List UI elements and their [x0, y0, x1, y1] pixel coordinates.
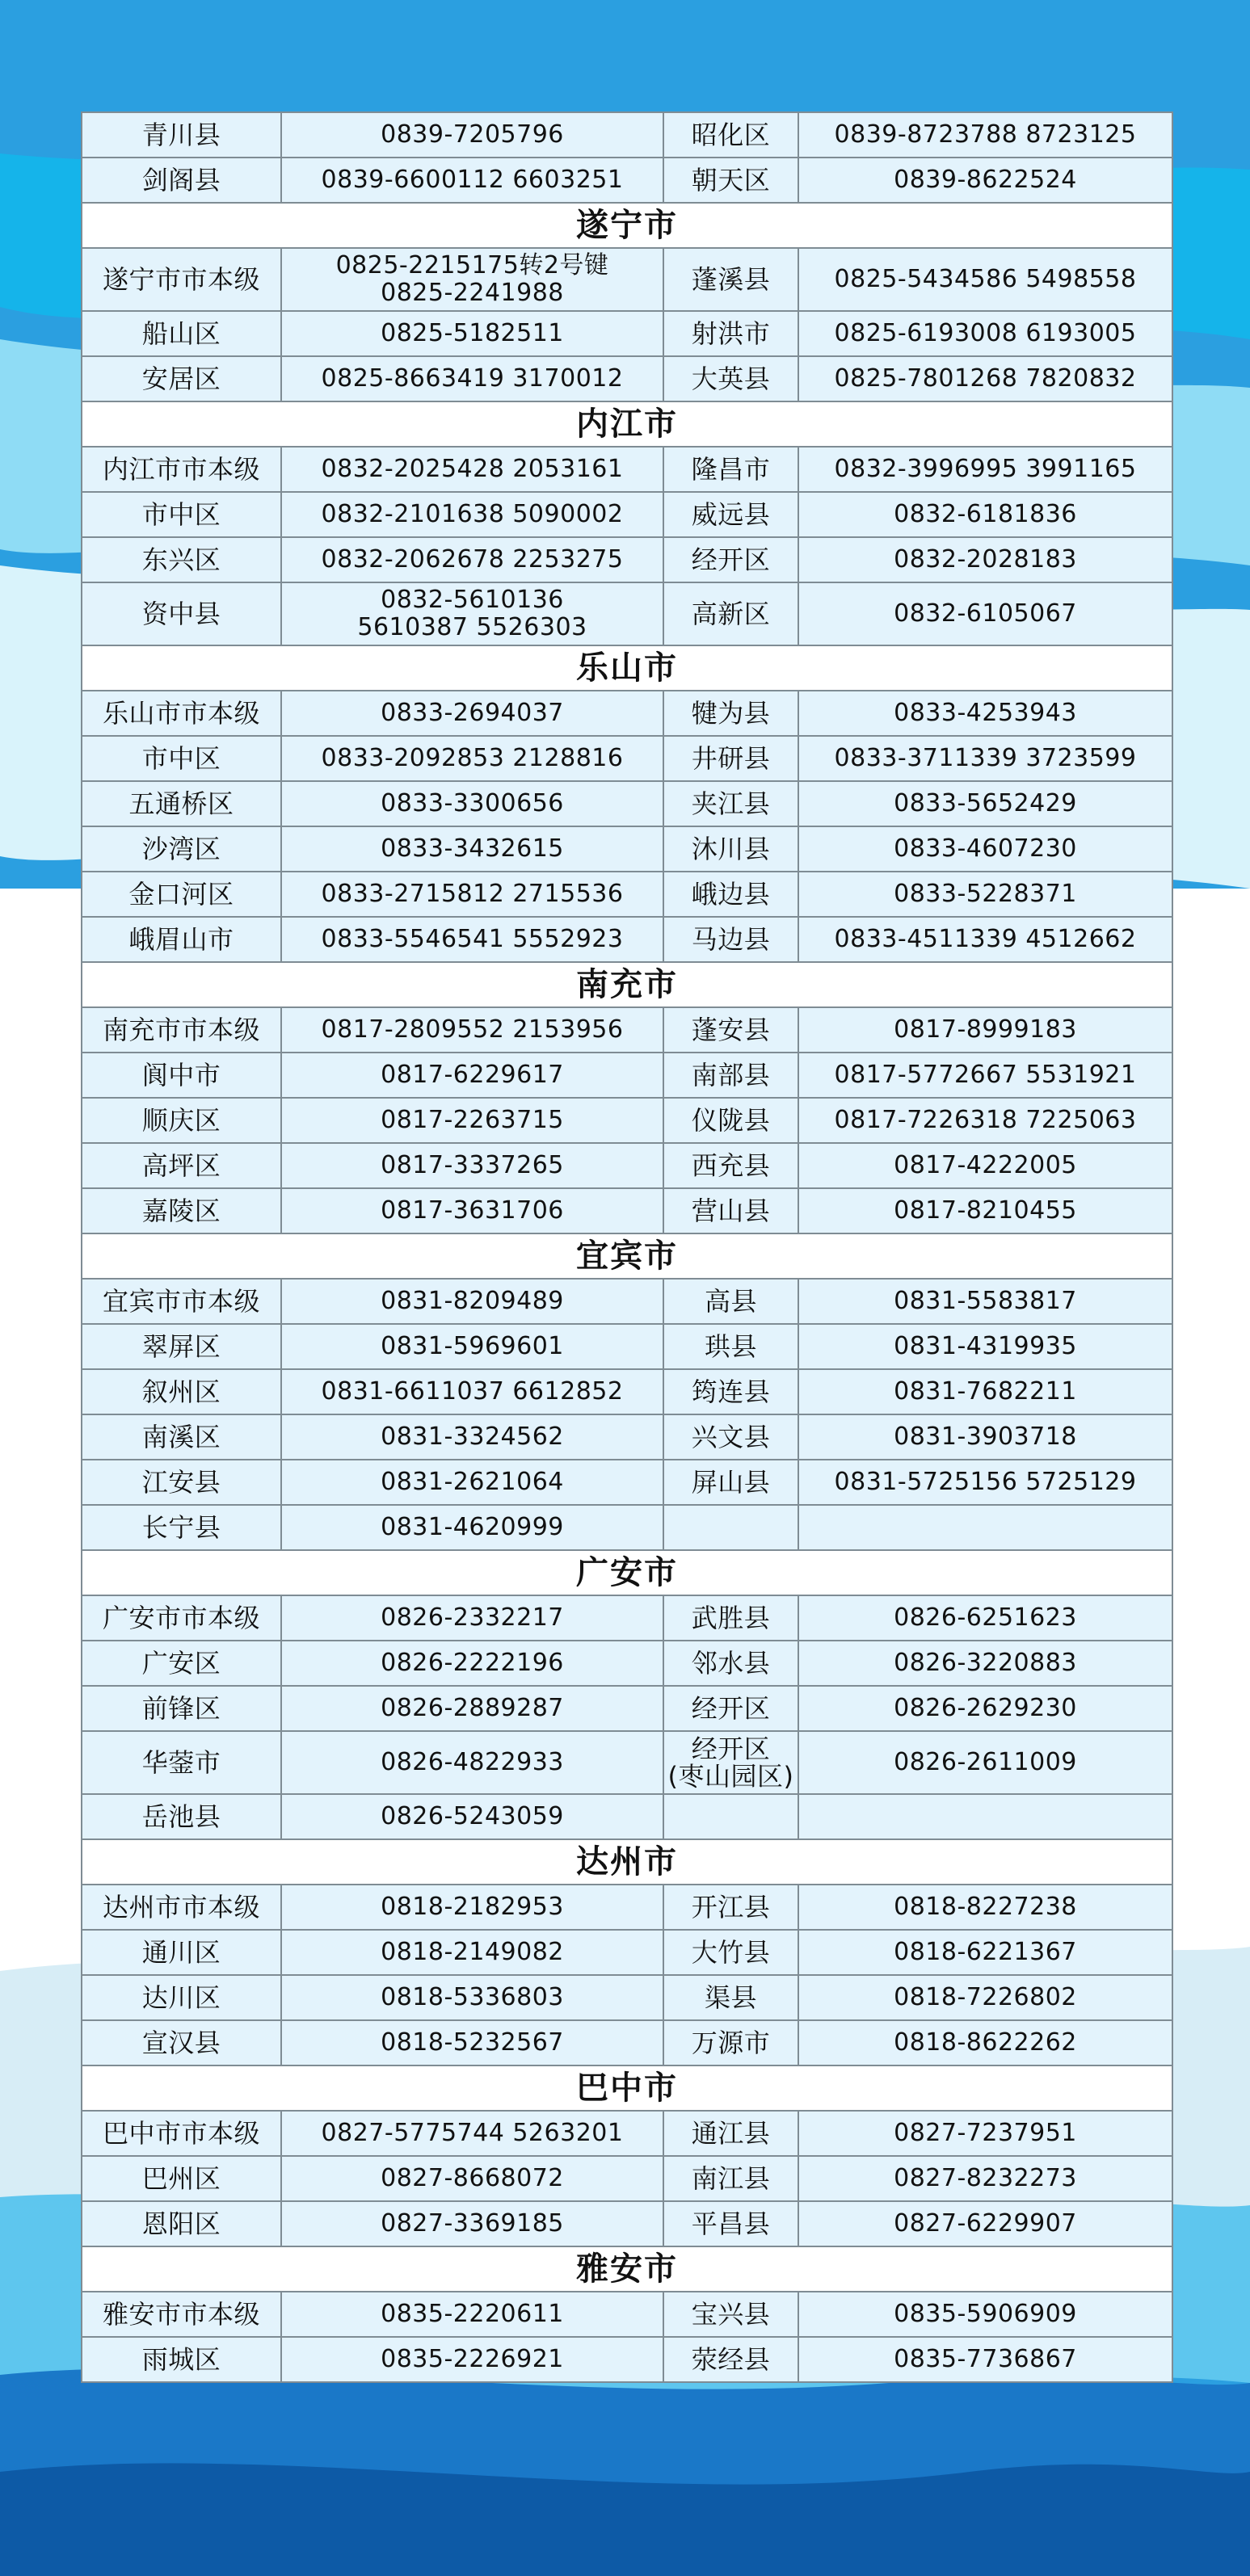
district-name: 武胜县 — [663, 1595, 798, 1641]
district-phone: 0827-7237951 — [798, 2111, 1172, 2156]
district-phone: 0818-7226802 — [798, 1975, 1172, 2020]
district-name: 江安县 — [82, 1460, 281, 1505]
table-row — [82, 1188, 1172, 1233]
district-phone: 0827-6229907 — [798, 2201, 1172, 2246]
district-name: 青川县 — [82, 112, 281, 158]
table-row — [82, 492, 1172, 537]
district-name: 筠连县 — [663, 1369, 798, 1414]
district-phone: 0833-4253943 — [798, 691, 1172, 736]
district-phone: 0825-2215175转2号键 0825-2241988 — [281, 248, 663, 311]
city-section-row — [82, 1550, 1172, 1595]
district-phone: 0833-5228371 — [798, 872, 1172, 917]
district-name: 宜宾市市本级 — [82, 1279, 281, 1324]
district-phone: 0831-5725156 5725129 — [798, 1460, 1172, 1505]
district-name: 荥经县 — [663, 2337, 798, 2382]
district-phone: 0817-5772667 5531921 — [798, 1053, 1172, 1098]
district-phone: 0832-2101638 5090002 — [281, 492, 663, 537]
district-phone: 0835-5906909 — [798, 2292, 1172, 2337]
district-phone: 0833-5546541 5552923 — [281, 917, 663, 962]
district-name: 屏山县 — [663, 1460, 798, 1505]
table-row — [82, 1794, 1172, 1839]
district-name: 仪陇县 — [663, 1098, 798, 1143]
table-row — [82, 826, 1172, 872]
district-name: 万源市 — [663, 2020, 798, 2065]
table-row — [82, 311, 1172, 356]
district-name: 经开区 — [663, 1686, 798, 1731]
district-name: 华蓥市 — [82, 1731, 281, 1794]
district-phone: 0832-2062678 2253275 — [281, 537, 663, 582]
district-phone: 0839-6600112 6603251 — [281, 158, 663, 203]
district-name: 营山县 — [663, 1188, 798, 1233]
city-section-title: 内江市 — [82, 401, 1172, 447]
district-name: 南溪区 — [82, 1414, 281, 1460]
district-phone: 0826-2889287 — [281, 1686, 663, 1731]
city-section-title: 巴中市 — [82, 2065, 1172, 2111]
empty-cell — [663, 1505, 798, 1550]
district-name: 峨边县 — [663, 872, 798, 917]
district-phone: 0831-7682211 — [798, 1369, 1172, 1414]
district-phone: 0831-8209489 — [281, 1279, 663, 1324]
table-row — [82, 1007, 1172, 1053]
district-phone: 0826-2222196 — [281, 1641, 663, 1686]
district-name: 金口河区 — [82, 872, 281, 917]
city-section-row — [82, 1233, 1172, 1279]
district-phone: 0826-3220883 — [798, 1641, 1172, 1686]
district-phone: 0833-3711339 3723599 — [798, 736, 1172, 781]
table-row — [82, 1053, 1172, 1098]
district-name: 资中县 — [82, 582, 281, 645]
district-phone: 0817-6229617 — [281, 1053, 663, 1098]
district-name: 巴中市市本级 — [82, 2111, 281, 2156]
district-phone: 0817-2809552 2153956 — [281, 1007, 663, 1053]
city-section-title: 雅安市 — [82, 2246, 1172, 2292]
district-phone: 0827-8668072 — [281, 2156, 663, 2201]
district-name: 内江市市本级 — [82, 447, 281, 492]
district-phone: 0833-2092853 2128816 — [281, 736, 663, 781]
district-phone: 0833-5652429 — [798, 781, 1172, 826]
district-phone: 0831-5583817 — [798, 1279, 1172, 1324]
district-name: 市中区 — [82, 492, 281, 537]
hotline-directory-table — [81, 111, 1173, 2383]
district-phone: 0827-8232273 — [798, 2156, 1172, 2201]
table-row — [82, 1143, 1172, 1188]
table-row — [82, 356, 1172, 401]
district-name: 犍为县 — [663, 691, 798, 736]
district-name: 广安市市本级 — [82, 1595, 281, 1641]
district-name: 开江县 — [663, 1885, 798, 1930]
city-section-row — [82, 2065, 1172, 2111]
district-phone: 0825-5182511 — [281, 311, 663, 356]
district-name: 乐山市市本级 — [82, 691, 281, 736]
table-row — [82, 1885, 1172, 1930]
table-row — [82, 2292, 1172, 2337]
district-phone: 0817-7226318 7225063 — [798, 1098, 1172, 1143]
district-phone: 0831-4319935 — [798, 1324, 1172, 1369]
district-phone: 0825-5434586 5498558 — [798, 248, 1172, 311]
district-phone: 0831-4620999 — [281, 1505, 663, 1550]
district-phone: 0835-2220611 — [281, 2292, 663, 2337]
table-row — [82, 1098, 1172, 1143]
district-phone: 0818-6221367 — [798, 1930, 1172, 1975]
district-name: 南部县 — [663, 1053, 798, 1098]
district-phone: 0832-6181836 — [798, 492, 1172, 537]
district-phone: 0833-2715812 2715536 — [281, 872, 663, 917]
district-phone: 0833-4607230 — [798, 826, 1172, 872]
district-phone: 0817-4222005 — [798, 1143, 1172, 1188]
district-name: 珙县 — [663, 1324, 798, 1369]
district-phone: 0817-8999183 — [798, 1007, 1172, 1053]
district-phone: 0832-2028183 — [798, 537, 1172, 582]
district-phone: 0831-6611037 6612852 — [281, 1369, 663, 1414]
empty-cell — [798, 1794, 1172, 1839]
district-name: 邻水县 — [663, 1641, 798, 1686]
district-name: 渠县 — [663, 1975, 798, 2020]
district-phone: 0818-8227238 — [798, 1885, 1172, 1930]
table-row — [82, 2201, 1172, 2246]
district-name: 阆中市 — [82, 1053, 281, 1098]
district-phone: 0825-7801268 7820832 — [798, 356, 1172, 401]
district-name: 东兴区 — [82, 537, 281, 582]
city-section-title: 遂宁市 — [82, 203, 1172, 248]
city-section-title: 达州市 — [82, 1839, 1172, 1885]
district-name: 岳池县 — [82, 1794, 281, 1839]
city-section-title: 宜宾市 — [82, 1233, 1172, 1279]
district-phone: 0818-8622262 — [798, 2020, 1172, 2065]
district-phone: 0825-6193008 6193005 — [798, 311, 1172, 356]
district-name: 蓬溪县 — [663, 248, 798, 311]
table-row — [82, 112, 1172, 158]
district-phone: 0818-2149082 — [281, 1930, 663, 1975]
district-phone: 0826-5243059 — [281, 1794, 663, 1839]
city-section-row — [82, 1839, 1172, 1885]
city-section-title: 南充市 — [82, 962, 1172, 1007]
district-phone: 0827-3369185 — [281, 2201, 663, 2246]
district-phone: 0835-2226921 — [281, 2337, 663, 2382]
table-row — [82, 691, 1172, 736]
district-name: 宝兴县 — [663, 2292, 798, 2337]
district-name: 雅安市市本级 — [82, 2292, 281, 2337]
district-name: 兴文县 — [663, 1414, 798, 1460]
district-name: 叙州区 — [82, 1369, 281, 1414]
table-row — [82, 2020, 1172, 2065]
district-phone: 0839-8723788 8723125 — [798, 112, 1172, 158]
table-row — [82, 1731, 1172, 1794]
district-name: 高新区 — [663, 582, 798, 645]
district-name: 恩阳区 — [82, 2201, 281, 2246]
district-name: 西充县 — [663, 1143, 798, 1188]
table-row — [82, 736, 1172, 781]
district-phone: 0818-5336803 — [281, 1975, 663, 2020]
district-name: 威远县 — [663, 492, 798, 537]
district-phone: 0832-2025428 2053161 — [281, 447, 663, 492]
table-row — [82, 917, 1172, 962]
district-name: 通川区 — [82, 1930, 281, 1975]
table-row — [82, 2337, 1172, 2382]
table-row — [82, 1279, 1172, 1324]
district-phone: 0827-5775744 5263201 — [281, 2111, 663, 2156]
district-phone: 0817-8210455 — [798, 1188, 1172, 1233]
district-phone: 0826-2611009 — [798, 1731, 1172, 1794]
district-name: 达州市市本级 — [82, 1885, 281, 1930]
city-section-row — [82, 401, 1172, 447]
table-row — [82, 1460, 1172, 1505]
table-row — [82, 1686, 1172, 1731]
district-name: 井研县 — [663, 736, 798, 781]
district-name: 大英县 — [663, 356, 798, 401]
table-row — [82, 1324, 1172, 1369]
district-name: 峨眉山市 — [82, 917, 281, 962]
city-section-row — [82, 962, 1172, 1007]
district-phone: 0817-3337265 — [281, 1143, 663, 1188]
district-name: 巴州区 — [82, 2156, 281, 2201]
city-section-title: 乐山市 — [82, 645, 1172, 691]
district-phone: 0817-3631706 — [281, 1188, 663, 1233]
district-name: 雨城区 — [82, 2337, 281, 2382]
district-name: 隆昌市 — [663, 447, 798, 492]
district-name: 高坪区 — [82, 1143, 281, 1188]
district-name: 射洪市 — [663, 311, 798, 356]
district-phone: 0818-2182953 — [281, 1885, 663, 1930]
district-name: 翠屏区 — [82, 1324, 281, 1369]
table-row — [82, 1505, 1172, 1550]
city-section-row — [82, 203, 1172, 248]
table-row — [82, 781, 1172, 826]
city-section-row — [82, 645, 1172, 691]
district-name: 长宁县 — [82, 1505, 281, 1550]
district-phone: 0826-6251623 — [798, 1595, 1172, 1641]
district-name: 经开区 (枣山园区) — [663, 1731, 798, 1794]
district-name: 夹江县 — [663, 781, 798, 826]
district-name: 广安区 — [82, 1641, 281, 1686]
district-name: 通江县 — [663, 2111, 798, 2156]
hotline-directory-body — [82, 112, 1172, 2382]
district-name: 船山区 — [82, 311, 281, 356]
district-phone: 0832-5610136 5610387 5526303 — [281, 582, 663, 645]
district-phone: 0839-7205796 — [281, 112, 663, 158]
table-row — [82, 2111, 1172, 2156]
district-phone: 0818-5232567 — [281, 2020, 663, 2065]
district-phone: 0831-5969601 — [281, 1324, 663, 1369]
district-phone: 0833-2694037 — [281, 691, 663, 736]
district-name: 安居区 — [82, 356, 281, 401]
empty-cell — [663, 1794, 798, 1839]
district-name: 蓬安县 — [663, 1007, 798, 1053]
district-name: 平昌县 — [663, 2201, 798, 2246]
district-name: 经开区 — [663, 537, 798, 582]
district-phone: 0833-4511339 4512662 — [798, 917, 1172, 962]
district-phone: 0826-2629230 — [798, 1686, 1172, 1731]
district-phone: 0826-4822933 — [281, 1731, 663, 1794]
district-phone: 0832-6105067 — [798, 582, 1172, 645]
district-name: 前锋区 — [82, 1686, 281, 1731]
table-row — [82, 582, 1172, 645]
district-name: 大竹县 — [663, 1930, 798, 1975]
district-name: 朝天区 — [663, 158, 798, 203]
district-name: 剑阁县 — [82, 158, 281, 203]
district-phone: 0833-3300656 — [281, 781, 663, 826]
district-phone: 0831-3903718 — [798, 1414, 1172, 1460]
city-section-title: 广安市 — [82, 1550, 1172, 1595]
table-row — [82, 158, 1172, 203]
table-row — [82, 872, 1172, 917]
city-section-row — [82, 2246, 1172, 2292]
district-phone: 0831-2621064 — [281, 1460, 663, 1505]
district-phone: 0835-7736867 — [798, 2337, 1172, 2382]
table-row — [82, 2156, 1172, 2201]
district-name: 市中区 — [82, 736, 281, 781]
district-phone: 0833-3432615 — [281, 826, 663, 872]
table-row — [82, 1414, 1172, 1460]
district-phone: 0839-8622524 — [798, 158, 1172, 203]
district-phone: 0825-8663419 3170012 — [281, 356, 663, 401]
district-name: 高县 — [663, 1279, 798, 1324]
table-row — [82, 537, 1172, 582]
table-row — [82, 1930, 1172, 1975]
district-name: 马边县 — [663, 917, 798, 962]
district-name: 达川区 — [82, 1975, 281, 2020]
district-phone: 0817-2263715 — [281, 1098, 663, 1143]
table-row — [82, 1975, 1172, 2020]
district-phone: 0832-3996995 3991165 — [798, 447, 1172, 492]
table-row — [82, 248, 1172, 311]
table-row — [82, 1641, 1172, 1686]
district-name: 沙湾区 — [82, 826, 281, 872]
table-row — [82, 1369, 1172, 1414]
district-name: 嘉陵区 — [82, 1188, 281, 1233]
district-name: 南充市市本级 — [82, 1007, 281, 1053]
district-name: 南江县 — [663, 2156, 798, 2201]
district-name: 顺庆区 — [82, 1098, 281, 1143]
district-name: 沐川县 — [663, 826, 798, 872]
empty-cell — [798, 1505, 1172, 1550]
district-name: 宣汉县 — [82, 2020, 281, 2065]
district-name: 昭化区 — [663, 112, 798, 158]
table-row — [82, 1595, 1172, 1641]
table-row — [82, 447, 1172, 492]
district-name: 五通桥区 — [82, 781, 281, 826]
district-phone: 0826-2332217 — [281, 1595, 663, 1641]
district-name: 遂宁市市本级 — [82, 248, 281, 311]
district-phone: 0831-3324562 — [281, 1414, 663, 1460]
